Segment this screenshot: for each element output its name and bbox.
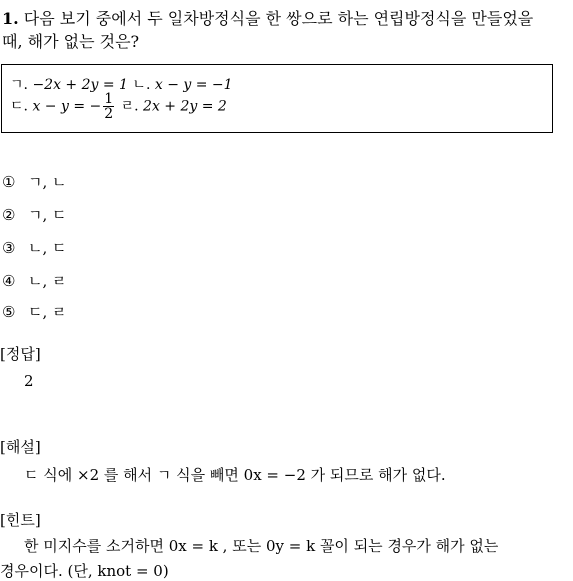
choice-3-mark: ③ xyxy=(2,239,16,257)
item-c-expr: x − y = − xyxy=(32,98,102,115)
item-c-label: ㄷ. xyxy=(10,98,28,115)
box-row-2 xyxy=(10,92,227,121)
explanation-text: ㄷ 식에 ×2 를 해서 ㄱ 식을 빼면 0x = −2 가 되므로 해가 없다. xyxy=(24,466,446,484)
choice-4[interactable] xyxy=(2,270,67,291)
item-d-expr: 2x + 2y = 2 xyxy=(143,98,227,115)
question-line-2: 때, 해가 없는 것은? xyxy=(2,32,140,51)
choice-1[interactable] xyxy=(2,171,67,192)
item-c-frac-den: 2 xyxy=(104,106,114,122)
box-row-1 xyxy=(10,74,233,94)
choice-2[interactable] xyxy=(2,204,67,225)
choice-5[interactable] xyxy=(2,301,67,322)
choice-2-label: ㄱ, ㄷ xyxy=(28,206,67,224)
choice-1-mark: ① xyxy=(2,173,16,191)
item-b-label: ㄴ. xyxy=(132,77,151,93)
explanation-label: [해설] xyxy=(0,438,41,456)
choice-1-label: ㄱ, ㄴ xyxy=(28,173,67,191)
hint-label: [힌트] xyxy=(0,511,41,529)
item-c-fraction xyxy=(103,92,114,121)
answer-value: 2 xyxy=(24,372,34,390)
choice-3[interactable] xyxy=(2,237,67,258)
question-line-1 xyxy=(2,8,533,30)
hint-text-1: 한 미지수를 소거하면 0x = k , 또는 0y = k 꼴이 되는 경우가 해가 없는 xyxy=(24,537,499,555)
hint-text-2: 경우이다. (단, knot = 0) xyxy=(0,562,169,580)
choice-5-mark: ⑤ xyxy=(2,303,16,321)
choice-4-label: ㄴ, ㄹ xyxy=(28,272,67,290)
item-a-expr: −2x + 2y = 1 xyxy=(32,77,128,93)
answer-label: [정답] xyxy=(0,345,41,363)
item-c-frac-num: 1 xyxy=(104,91,114,107)
conditions-box xyxy=(1,64,553,133)
question-number: 1. xyxy=(2,9,19,28)
question-text-1: 다음 보기 중에서 두 일차방정식을 한 쌍으로 하는 연립방정식을 만들었을 xyxy=(23,9,534,28)
item-a-label: ㄱ. xyxy=(10,77,28,93)
item-d-label: ㄹ. xyxy=(120,98,139,115)
item-b-expr: x − y = −1 xyxy=(154,77,233,93)
choice-3-label: ㄴ, ㄷ xyxy=(28,239,67,257)
choice-2-mark: ② xyxy=(2,206,16,224)
choice-4-mark: ④ xyxy=(2,272,16,290)
choice-5-label: ㄷ, ㄹ xyxy=(28,303,67,321)
